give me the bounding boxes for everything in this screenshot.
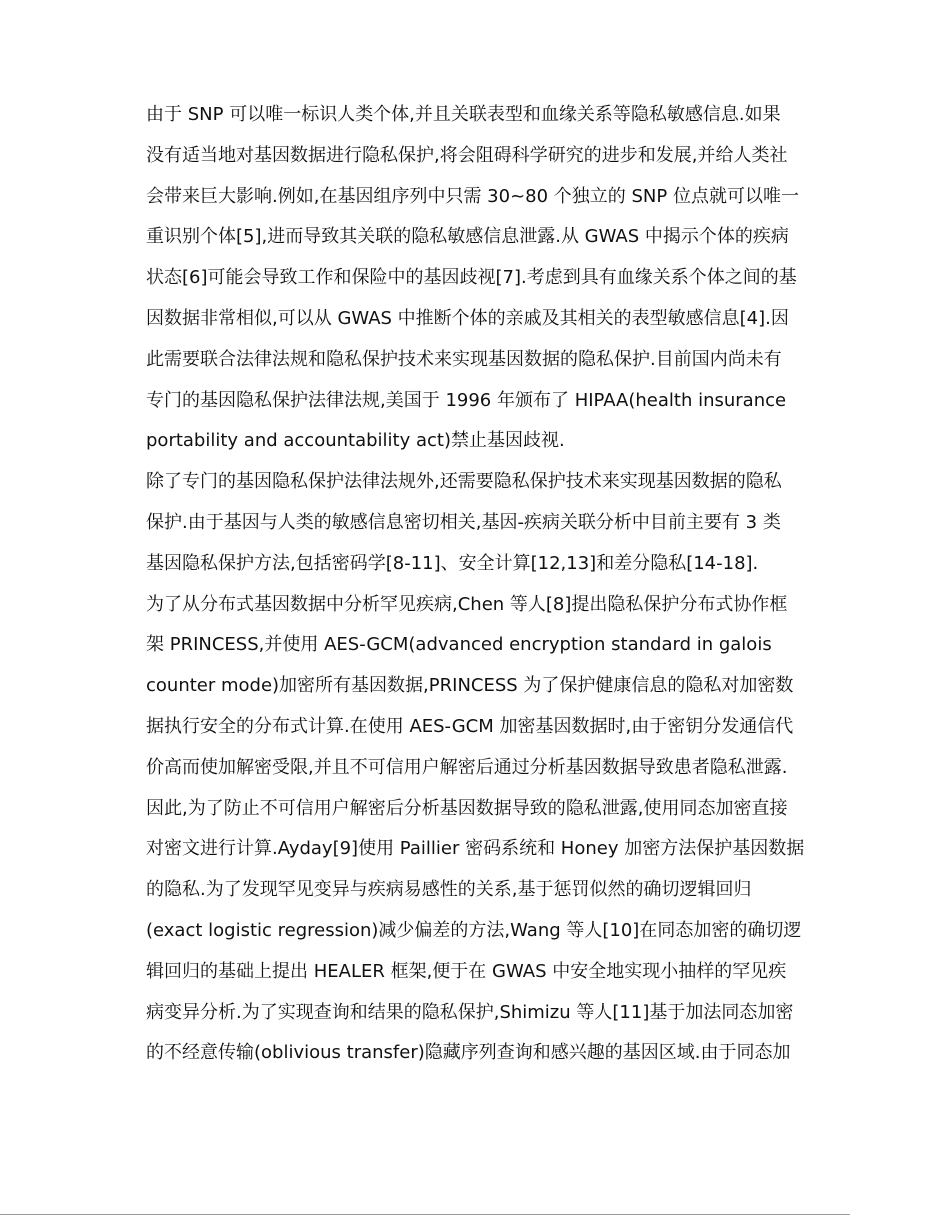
text-line: 专门的基因隐私保护法律法规,美国于 1996 年颁布了 HIPAA(health insurance — [146, 389, 787, 411]
text-line: 由于 SNP 可以唯一标识人类个体,并且关联表型和血缘关系等隐私敏感信息.如果 — [146, 104, 781, 125]
text-line: 的不经意传输(oblivious transfer)隐藏序列查询和感兴趣的基因区域.由于同态加 — [146, 1042, 791, 1064]
text-line: 重识别个体[5],进而导致其关联的隐私敏感信息泄露.从 GWAS 中揭示个体的疾病 — [146, 226, 789, 248]
text-line: 除了专门的基因隐私保护法律法规外,还需要隐私保护技术来实现基因数据的隐私 — [146, 471, 782, 493]
text-line: (exact logistic regression)减少偏差的方法,Wang 等人[10]在同态加密的确切逻 — [146, 919, 802, 941]
document-body — [146, 95, 806, 1074]
text-line: 因此,为了防止不可信用户解密后分析基因数据导致的隐私泄露,使用同态加密直接 — [146, 797, 788, 819]
text-line: 的隐私.为了发现罕见变异与疾病易感性的关系,基于惩罚似然的确切逻辑回归 — [146, 879, 752, 901]
text-line: 没有适当地对基因数据进行隐私保护,将会阻碍科学研究的进步和发展,并给人类社 — [146, 144, 788, 166]
text-line: 因数据非常相似,可以从 GWAS 中推断个体的亲戚及其相关的表型敏感信息[4].因 — [146, 307, 789, 329]
text-line: 据执行安全的分布式计算.在使用 AES-GCM 加密基因数据时,由于密钥分发通信代 — [146, 715, 794, 737]
text-line: 病变异分析.为了实现查询和结果的隐私保护,Shimizu 等人[11]基于加法同态加密 — [146, 1001, 794, 1023]
text-line: 此需要联合法律法规和隐私保护技术来实现基因数据的隐私保护.目前国内尚未有 — [146, 348, 782, 370]
text-line: 基因隐私保护方法,包括密码学[8-11]、安全计算[12,13]和差分隐私[14-18]. — [146, 552, 759, 574]
text-line: 辑回归的基础上提出 HEALER 框架,便于在 GWAS 中安全地实现小抽样的罕见疾 — [146, 960, 787, 982]
text-line: 状态[6]可能会导致工作和保险中的基因歧视[7].考虑到具有血缘关系个体之间的基 — [146, 267, 797, 289]
text-line: 架 PRINCESS,并使用 AES-GCM(advanced encryption standard in galois — [146, 634, 772, 656]
text-line: 对密文进行计算.Ayday[9]使用 Paillier 密码系统和 Honey 加密方法保护基因数据 — [146, 838, 805, 860]
footer-divider — [0, 1214, 850, 1215]
text-line: 为了从分布式基因数据中分析罕见疾病,Chen 等人[8]提出隐私保护分布式协作框 — [146, 593, 788, 615]
text-line: 会带来巨大影响.例如,在基因组序列中只需 30~80 个独立的 SNP 位点就可以唯一 — [146, 185, 799, 207]
text-line: 价高而使加解密受限,并且不可信用户解密后通过分析基因数据导致患者隐私泄露. — [146, 756, 788, 778]
text-line: portability and accountability act)禁止基因歧视. — [146, 430, 565, 452]
text-line: 保护.由于基因与人类的敏感信息密切相关,基因-疾病关联分析中目前主要有 3 类 — [146, 511, 781, 533]
text-line: counter mode)加密所有基因数据,PRINCESS 为了保护健康信息的隐私对加密数 — [146, 675, 794, 697]
